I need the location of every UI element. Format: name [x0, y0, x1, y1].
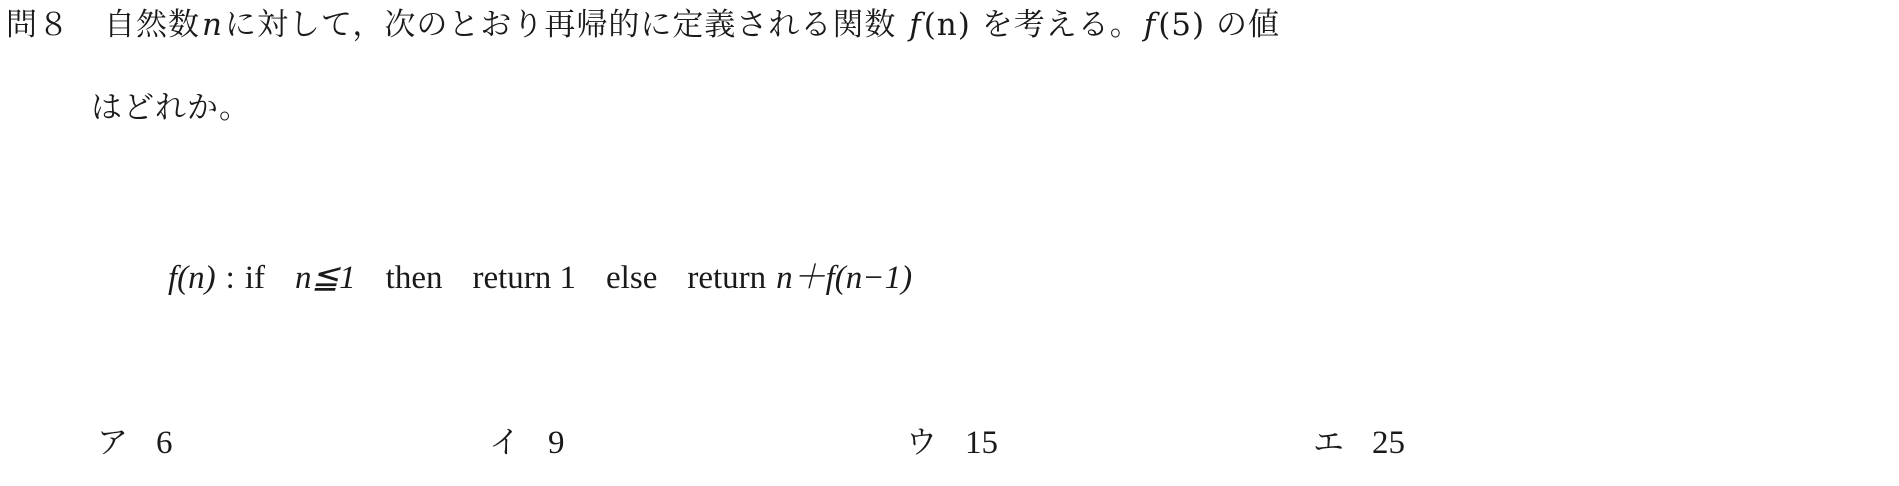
formula-head: f(n)	[168, 260, 216, 296]
function-f5-arg: (5)	[1158, 7, 1206, 43]
question-text-4: の値	[1215, 7, 1280, 43]
choice-value: 15	[965, 425, 998, 461]
formula-return-2-expression: n＋f(n−1)	[776, 260, 913, 296]
function-f: f	[909, 7, 922, 43]
choice-e[interactable]	[1313, 421, 1405, 464]
recursive-definition	[168, 257, 912, 299]
choice-i[interactable]	[489, 421, 565, 464]
function-f5: f	[1143, 7, 1157, 43]
choice-value: 6	[156, 425, 173, 461]
choice-label: ア	[97, 425, 128, 461]
question-text-1: 自然数	[104, 7, 200, 43]
formula-then: then	[385, 260, 443, 296]
formula-else: else	[606, 260, 658, 296]
question-text-2: に対して，次のとおり再帰的に定義される関数	[224, 7, 897, 43]
choice-label: ウ	[906, 425, 937, 461]
question-line-2: はどれか。	[91, 90, 251, 126]
variable-n: n	[202, 7, 223, 43]
formula-condition: n≦1	[295, 260, 356, 296]
formula-return-1: return 1	[472, 260, 577, 296]
question-line-1	[6, 5, 1280, 45]
question-text-3: を考える。	[981, 7, 1142, 43]
formula-return-2-keyword: return	[687, 260, 767, 296]
choice-u[interactable]	[906, 421, 998, 464]
choice-label: イ	[489, 425, 520, 461]
function-f-arg: (n)	[923, 7, 971, 43]
question-number: 問８	[6, 7, 70, 43]
formula-colon: :	[225, 260, 235, 296]
choice-label: エ	[1313, 425, 1344, 461]
choice-value: 25	[1372, 425, 1405, 461]
choice-value: 9	[548, 425, 565, 461]
choice-a[interactable]	[97, 421, 173, 464]
formula-if: if	[244, 260, 265, 296]
